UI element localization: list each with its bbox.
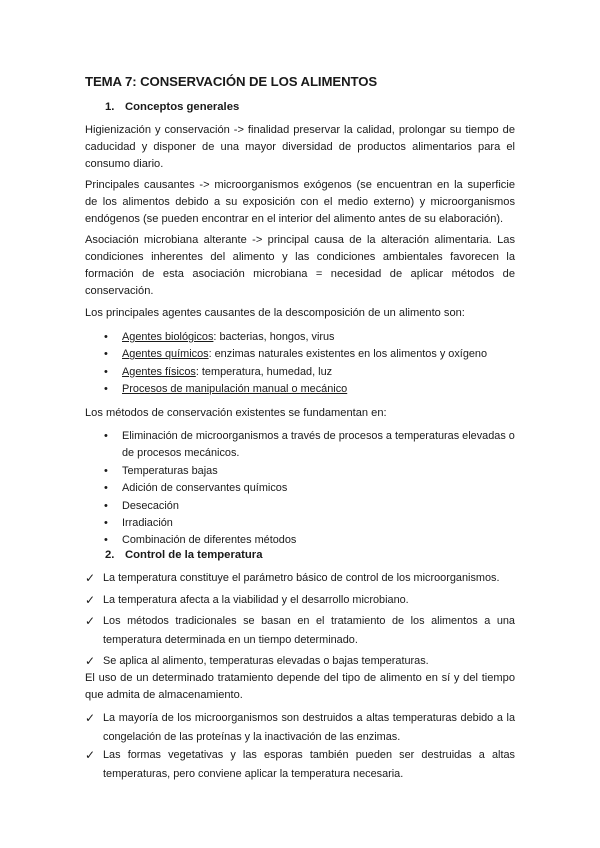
agent-term: Agentes biológicos bbox=[122, 331, 214, 343]
paragraph: Higienización y conservación -> finalidad preservar la calidad, prolongar su tiempo de caducidad y disponer de una mayor diversidad de productos alimentarios para el consumo diario. bbox=[85, 124, 515, 170]
bullet-icon: • bbox=[104, 534, 108, 547]
temperature-checklist bbox=[85, 569, 515, 671]
methods-list bbox=[85, 428, 515, 550]
list-item bbox=[85, 746, 515, 783]
destruction-checklist bbox=[85, 709, 515, 783]
checkmark-icon: ✓ bbox=[85, 654, 96, 668]
list-item bbox=[85, 515, 515, 532]
list-item bbox=[85, 381, 515, 398]
agent-term: Agentes físicos bbox=[122, 365, 196, 378]
bullet-icon: • bbox=[104, 464, 108, 477]
section-heading-1 bbox=[105, 101, 239, 113]
list-item bbox=[85, 480, 515, 497]
list-item bbox=[85, 709, 515, 746]
agent-description: : bacterias, hongos, virus bbox=[213, 331, 335, 343]
list-item bbox=[85, 346, 515, 363]
bullet-icon: • bbox=[104, 517, 108, 530]
checkmark-icon: ✓ bbox=[85, 571, 96, 585]
checkmark-icon: ✓ bbox=[85, 711, 96, 725]
check-text: Se aplica al alimento, temperaturas elevadas o bajas temperaturas. bbox=[103, 655, 429, 667]
list-item bbox=[85, 463, 515, 480]
paragraph: Los principales agentes causantes de la descomposición de un alimento son: bbox=[85, 307, 465, 319]
agent-term: Procesos de manipulación manual o mecánico bbox=[122, 383, 348, 396]
page-title: TEMA 7: CONSERVACIÓN DE LOS ALIMENTOS bbox=[85, 74, 378, 89]
paragraph: Principales causantes -> microorganismos exógenos (se encuentran en la superficie de los alimentos debido a su exposición con el medio externo) y microorganismos endógenos (se pueden encontrar en el interior del alimento antes de su elaboración). bbox=[85, 179, 515, 225]
check-text: Los métodos tradicionales se basan en el tratamiento de los alimentos a una temperatura determinada en un tiempo determinado. bbox=[103, 615, 515, 646]
section-number: 1. bbox=[105, 101, 115, 113]
method-text: Eliminación de microorganismos a través de procesos a temperaturas elevadas o de procesos mecánicos. bbox=[122, 430, 515, 460]
paragraph: El uso de un determinado tratamiento depende del tipo de alimento en sí y del tiempo que admita de almacenamiento. bbox=[85, 672, 515, 701]
check-text: La temperatura afecta a la viabilidad y el desarrollo microbiano. bbox=[103, 593, 409, 606]
bullet-icon: • bbox=[104, 365, 108, 378]
method-text: Irradiación bbox=[122, 517, 173, 530]
bullet-icon: • bbox=[104, 499, 108, 512]
section-label: Conceptos generales bbox=[125, 101, 240, 113]
list-item bbox=[85, 428, 515, 463]
paragraph: Asociación microbiana alterante -> principal causa de la alteración alimentaria. Las condiciones inherentes del alimento y las condiciones ambientales favorecen la formación de esta asociación microbiana = necesidad de aplicar métodos de conservación. bbox=[85, 234, 515, 297]
method-text: Desecación bbox=[122, 499, 179, 512]
agent-description: : temperatura, humedad, luz bbox=[195, 365, 333, 378]
bullet-icon: • bbox=[104, 383, 108, 396]
agent-description: : enzimas naturales existentes en los alimentos y oxígeno bbox=[208, 348, 488, 361]
bullet-icon: • bbox=[104, 331, 108, 343]
list-item bbox=[85, 532, 515, 549]
bullet-icon: • bbox=[104, 348, 108, 361]
list-item bbox=[85, 498, 515, 515]
agents-list bbox=[85, 329, 515, 399]
check-text: La mayoría de los microorganismos son destruidos a altas temperaturas debido a la congelación de las proteínas y la inactivación de las enzimas. bbox=[103, 712, 515, 743]
checkmark-icon: ✓ bbox=[85, 748, 96, 762]
paragraph: Los métodos de conservación existentes se fundamentan en: bbox=[85, 407, 387, 419]
checkmark-icon: ✓ bbox=[85, 592, 96, 607]
checkmark-icon: ✓ bbox=[85, 614, 96, 628]
list-item bbox=[85, 652, 515, 671]
agent-term: Agentes químicos bbox=[122, 348, 209, 361]
list-item bbox=[85, 364, 515, 381]
bullet-icon: • bbox=[104, 430, 108, 442]
section-label: Control de la temperatura bbox=[125, 549, 263, 561]
section-number: 2. bbox=[105, 549, 115, 561]
method-text: Adición de conservantes químicos bbox=[122, 482, 288, 495]
bullet-icon: • bbox=[104, 482, 108, 495]
list-item bbox=[85, 329, 515, 346]
check-text: La temperatura constituye el parámetro básico de control de los microorganismos. bbox=[103, 572, 500, 584]
method-text: Combinación de diferentes métodos bbox=[122, 534, 297, 547]
list-item bbox=[85, 569, 515, 588]
check-text: Las formas vegetativas y las esporas también pueden ser destruidas a altas temperaturas, pero conviene aplicar la temperatura necesaria. bbox=[103, 749, 515, 780]
list-item bbox=[85, 612, 515, 649]
section-heading-2 bbox=[105, 549, 262, 561]
method-text: Temperaturas bajas bbox=[122, 464, 218, 477]
list-item bbox=[85, 591, 515, 610]
